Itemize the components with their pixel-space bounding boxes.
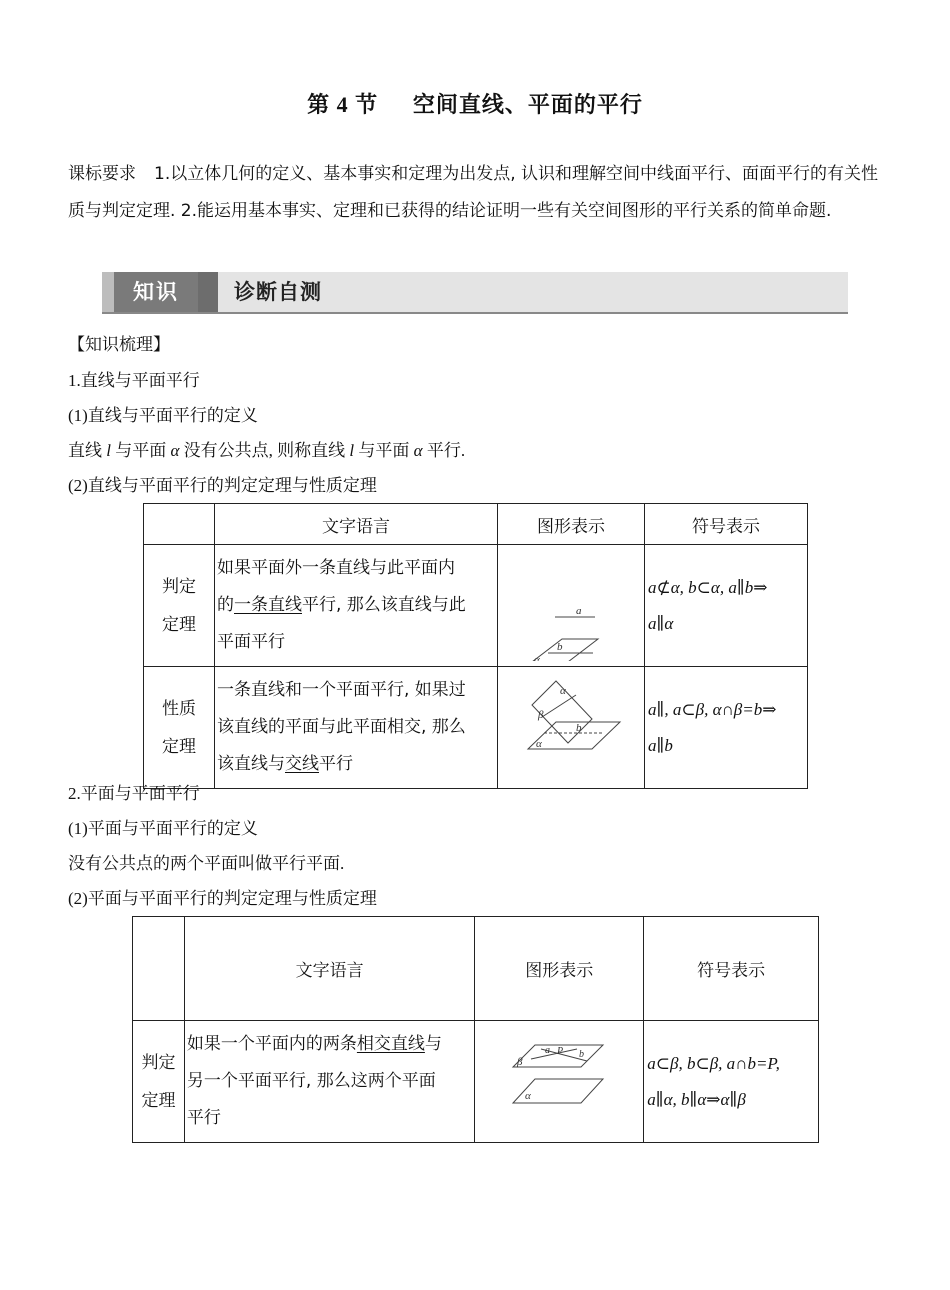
row-symbol-cell <box>645 545 808 667</box>
def-l: l <box>106 441 111 460</box>
row-symbol-cell <box>645 667 808 789</box>
plane-plane-parallel-figure <box>475 1021 643 1137</box>
row-name: 定理 <box>162 614 196 635</box>
line-a <box>542 695 576 717</box>
row-text-part: 该直线与 <box>217 754 285 774</box>
section-banner <box>102 272 848 314</box>
row-symbol: a∥α, b∥α⇒α∥β <box>647 1089 746 1109</box>
row-text-part: 平行, 那么该直线与此 <box>302 595 466 615</box>
label-beta: β <box>517 1056 523 1068</box>
row-name-cell <box>144 667 215 789</box>
section-2-2-heading: (2)平面与平面平行的判定定理与性质定理 <box>68 889 377 908</box>
label-a: a <box>545 1045 551 1056</box>
curriculum-requirements <box>68 156 888 230</box>
row-text-cell <box>215 667 498 789</box>
row-text: 平面平行 <box>217 632 285 652</box>
label-b: b <box>579 1049 585 1060</box>
row-figure-cell <box>498 545 645 667</box>
row-text: 一条直线和一个平面平行, 如果过 <box>217 680 466 700</box>
label-b: b <box>557 641 563 653</box>
line-a <box>531 1049 577 1059</box>
row-figure-cell <box>475 1021 644 1143</box>
label-a: α <box>560 685 566 697</box>
row-symbol-cell <box>644 1021 819 1143</box>
section-1-definition <box>68 436 465 461</box>
line-plane-parallel-figure <box>498 545 644 661</box>
def-text: 没有公共点, 则称直线 <box>179 441 350 460</box>
row-symbol: a∥, a⊂β, α∩β=b⇒ <box>648 699 777 719</box>
row-name: 定理 <box>141 1090 176 1111</box>
page-title <box>0 88 950 119</box>
row-text-underlined: 相交直线 <box>356 1034 425 1054</box>
def-text: 与平面 <box>354 441 414 460</box>
section-heading: 空间直线、平面的平行 <box>412 93 643 118</box>
section-1-2-heading: (2)直线与平面平行的判定定理与性质定理 <box>68 476 377 495</box>
row-text-part: 的 <box>217 595 234 615</box>
row-text <box>187 1026 474 1063</box>
row-name: 判定 <box>162 576 196 597</box>
row-text <box>217 587 497 624</box>
row-text: 平行 <box>186 1108 221 1128</box>
row-name: 性质 <box>162 698 196 719</box>
header-text-language: 文字语言 <box>184 917 474 1021</box>
row-symbol: a∥α <box>648 613 674 633</box>
row-symbol: a⊂β, b⊂β, a∩b=P, <box>647 1053 780 1073</box>
def-text: 直线 <box>68 441 107 460</box>
row-text-cell <box>215 545 498 667</box>
table-row <box>144 667 808 789</box>
section-2-heading: 2.平面与平面平行 <box>68 784 200 803</box>
table-row <box>144 545 808 667</box>
banner-tag: 知识 <box>114 272 198 312</box>
label-alpha: α <box>534 654 540 661</box>
row-name-cell <box>144 545 215 667</box>
row-text: 另一个平面平行, 那么这两个平面 <box>186 1071 436 1091</box>
row-name: 判定 <box>141 1052 176 1073</box>
def-text: 平行. <box>422 441 466 460</box>
row-text-cell <box>184 1021 474 1143</box>
label-a: a <box>576 605 582 617</box>
row-text <box>217 746 497 783</box>
label-beta: β <box>538 709 544 721</box>
requirements-text: 1.以立体几何的定义、基本事实和定理为出发点, 认识和理解空间中线面平行、面面平行的有关性质与判定定理. 2.能运用基本事实、定理和已获得的结论证明一些有关空间图形的平行关系的简单命题. <box>68 164 879 221</box>
requirements-lead: 课标要求 <box>68 164 136 184</box>
line-plane-theorem-table <box>143 503 808 789</box>
row-text-part: 如果一个平面内的两条 <box>186 1034 357 1054</box>
header-empty-cell <box>133 917 185 1021</box>
row-text-part: 与 <box>424 1034 442 1054</box>
plane-plane-theorem-table <box>132 916 819 1143</box>
row-figure-cell <box>498 667 645 789</box>
def-alpha: α <box>413 441 423 460</box>
knowledge-heading: 【知识梳理】 <box>68 335 170 355</box>
table-header-row <box>144 504 808 545</box>
table-header-row <box>133 917 819 1021</box>
header-text-language: 文字语言 <box>215 504 498 545</box>
plane-alpha <box>528 722 620 749</box>
header-symbol: 符号表示 <box>645 504 808 545</box>
row-symbol: a∥b <box>648 735 673 755</box>
row-text-part: 平行 <box>319 754 353 774</box>
def-text: 与平面 <box>110 441 171 460</box>
line-plane-property-figure <box>498 667 644 783</box>
section-2-definition: 没有公共点的两个平面叫做平行平面. <box>68 854 345 873</box>
header-empty-cell <box>144 504 215 545</box>
section-number: 第 4 节 <box>307 92 379 117</box>
section-2-1-heading: (1)平面与平面平行的定义 <box>68 819 258 838</box>
row-text-underlined: 一条直线 <box>234 595 302 615</box>
label-b: b <box>576 722 582 734</box>
section-1-heading: 1.直线与平面平行 <box>68 371 200 390</box>
header-figure: 图形表示 <box>475 917 644 1021</box>
row-name-cell <box>133 1021 185 1143</box>
label-p: P <box>557 1046 564 1057</box>
label-alpha: α <box>536 738 542 750</box>
row-symbol: a⊄α, b⊂α, a∥b⇒ <box>648 577 768 597</box>
row-text-underlined: 交线 <box>285 754 319 774</box>
banner-label: 诊断自测 <box>234 280 322 304</box>
row-text: 如果平面外一条直线与此平面内 <box>217 558 455 578</box>
row-text: 该直线的平面与此平面相交, 那么 <box>217 717 466 737</box>
section-1-1-heading: (1)直线与平面平行的定义 <box>68 406 258 425</box>
header-symbol: 符号表示 <box>644 917 819 1021</box>
label-alpha: α <box>525 1090 532 1102</box>
def-alpha: α <box>170 441 180 460</box>
header-figure: 图形表示 <box>498 504 645 545</box>
table-row <box>133 1021 819 1143</box>
row-name: 定理 <box>162 736 196 757</box>
def-l: l <box>349 441 355 460</box>
banner-edge <box>102 272 114 312</box>
